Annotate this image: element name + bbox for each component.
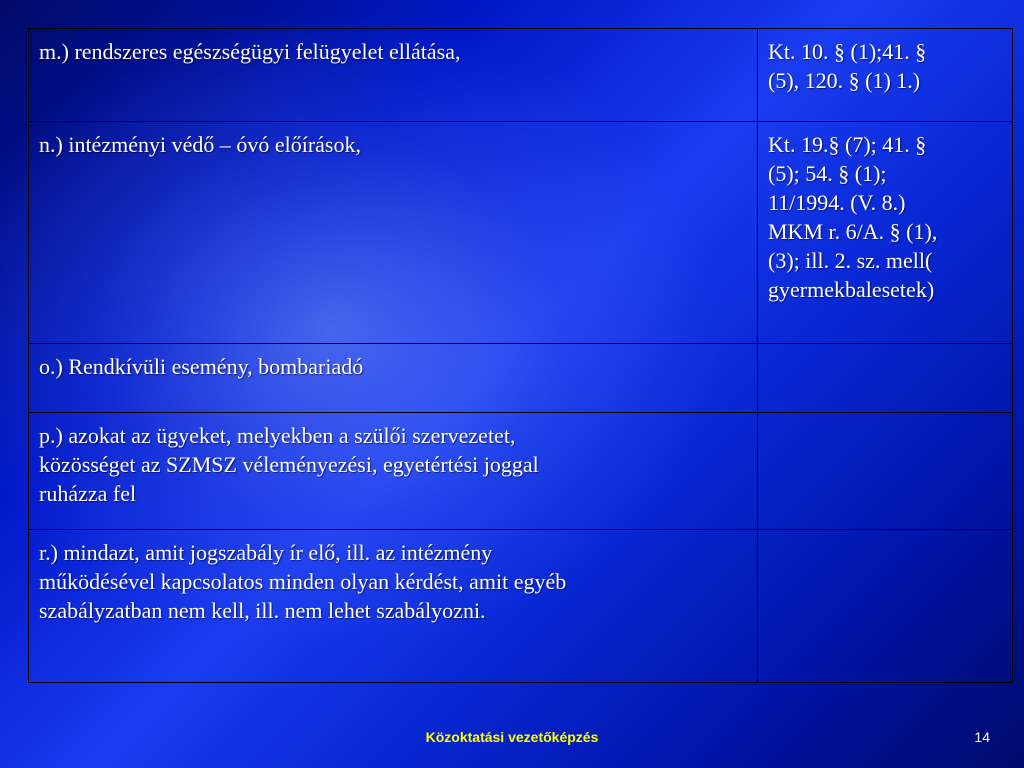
table-row — [29, 530, 1013, 683]
table-row — [29, 344, 1013, 413]
text-line: működésével kapcsolatos minden olyan kérdést, amit egyéb — [39, 569, 567, 594]
text-line: gyermekbalesetek) — [768, 277, 935, 302]
text-line: ruházza fel — [39, 481, 137, 506]
row-o-reference — [758, 344, 1013, 413]
text-line: (5); 54. § (1); — [768, 161, 887, 186]
row-m-reference — [758, 29, 1013, 122]
text-line: szabályzatban nem kell, ill. nem lehet szabályozni. — [39, 598, 486, 623]
text-line: Kt. 19.§ (7); 41. § — [768, 132, 927, 157]
row-r-description — [29, 530, 758, 683]
row-n-reference — [758, 122, 1013, 344]
text-line: r.) mindazt, amit jogszabály ír elő, ill. az intézmény — [39, 540, 493, 565]
text-line: MKM r. 6/A. § (1), — [768, 219, 938, 244]
text-line: (5), 120. § (1) 1.) — [768, 68, 921, 93]
row-m-description — [29, 29, 758, 122]
row-n-description — [29, 122, 758, 344]
footer-title: Közoktatási vezetőképzés — [425, 729, 599, 745]
table-row — [29, 413, 1013, 530]
row-p-description — [29, 413, 758, 530]
row-o-description — [29, 344, 758, 413]
table-row — [29, 29, 1013, 122]
text-line: m.) rendszeres egészségügyi felügyelet ellátása, — [39, 39, 461, 64]
text-line: p.) azokat az ügyeket, melyekben a szülői szervezetet, — [39, 423, 516, 448]
text-line: o.) Rendkívüli esemény, bombariadó — [39, 354, 364, 379]
text-line: közösséget az SZMSZ véleményezési, egyetértési joggal — [39, 452, 539, 477]
text-line: (3); ill. 2. sz. mell( — [768, 248, 933, 273]
text-line: 11/1994. (V. 8.) — [768, 190, 906, 215]
text-line: n.) intézményi védő – óvó előírások, — [39, 132, 361, 157]
table-row — [29, 122, 1013, 344]
row-p-reference — [758, 413, 1013, 530]
content-table — [28, 28, 1013, 683]
page-number: 14 — [974, 729, 990, 745]
text-line: Kt. 10. § (1);41. § — [768, 39, 927, 64]
row-r-reference — [758, 530, 1013, 683]
